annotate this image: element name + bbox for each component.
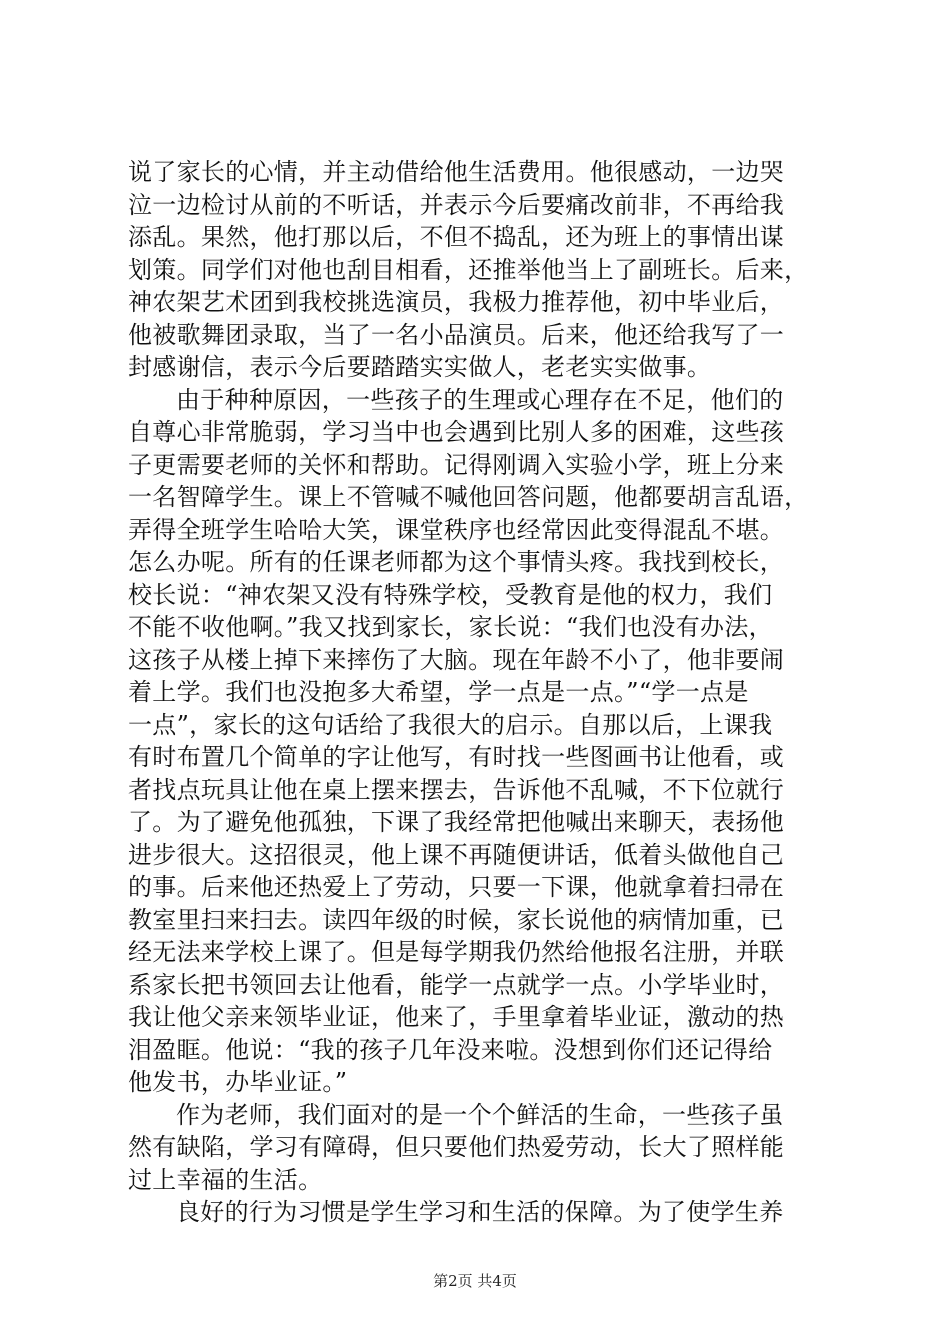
text-line: 的事。后来他还热爱上了劳动，只要一下课，他就拿着扫帚在: [128, 873, 785, 901]
text-line: 过上幸福的生活。: [128, 1165, 323, 1194]
text-line: 不能不收他啊。”我又找到家长，家长说：“我们也没有办法，: [128, 613, 773, 641]
text-line: 划策。同学们对他也刮目相看，还推举他当上了副班长。后来，: [128, 255, 809, 284]
paragraph: [128, 1099, 840, 1197]
text-line: 一点”，家长的这句话给了我很大的启示。自那以后，上课我: [128, 710, 773, 739]
text-line: 泪盈眶。他说：“我的孩子几年没来啦。没想到你们还记得给: [128, 1035, 773, 1064]
text-line: 由于种种原因，一些孩子的生理或心理存在不足，他们的: [176, 385, 784, 414]
text-line: 自尊心非常脆弱，学习当中也会遇到比别人多的困难，这些孩: [128, 418, 785, 446]
text-line: 一名智障学生。课上不管喊不喊他回答问题，他都要胡言乱语，: [128, 483, 809, 511]
text-line: 系家长把书领回去让他看，能学一点就学一点。小学毕业时，: [128, 970, 785, 999]
text-line: 着上学。我们也没抱多大希望，学一点是一点。”“学一点是: [128, 678, 749, 706]
text-line: 有时布置几个简单的字让他写，有时找一些图画书让他看，或: [128, 743, 785, 771]
text-line: 教室里扫来扫去。读四年级的时候，家长说他的病情加重，已: [128, 905, 785, 934]
text-line: 进步很大。这招很灵，他上课不再随便讲话，低着头做他自己: [128, 840, 785, 869]
paragraph: [128, 156, 840, 384]
text-line: 弄得全班学生哈哈大笑，课堂秩序也经常因此变得混乱不堪。: [128, 515, 785, 544]
text-line: 经无法来学校上课了。但是每学期我仍然给他报名注册，并联: [128, 938, 785, 966]
text-line: 这孩子从楼上掉下来摔伤了大脑。现在年龄不小了，他非要闹: [128, 645, 785, 674]
paragraph: [128, 384, 840, 1099]
text-line: 然有缺陷，学习有障碍，但只要他们热爱劳动，长大了照样能: [128, 1133, 785, 1161]
text-line: 添乱。果然，他打那以后，不但不捣乱，还为班上的事情出谋: [128, 223, 785, 251]
text-line: 校长说：“神农架又没有特殊学校，受教育是他的权力，我们: [128, 580, 773, 609]
text-line: 良好的行为习惯是学生学习和生活的保障。为了使学生养: [176, 1198, 784, 1226]
text-line: 作为老师，我们面对的是一个个鲜活的生命，一些孩子虽: [176, 1100, 784, 1129]
text-line: 神农架艺术团到我校挑选演员，我极力推荐他，初中毕业后，: [128, 288, 785, 316]
page-footer: [0, 1271, 950, 1291]
text-line: 子更需要老师的关怀和帮助。记得刚调入实验小学，班上分来: [128, 450, 785, 479]
text-line: 我让他父亲来领毕业证，他来了，手里拿着毕业证，激动的热: [128, 1003, 785, 1031]
text-line: 了。为了避免他孤独，下课了我经常把他喊出来聊天，表扬他: [128, 808, 785, 836]
page-number-label: 第2页 共4页: [433, 1272, 517, 1290]
text-line: 封感谢信，表示今后要踏踏实实做人，老老实实做事。: [128, 353, 712, 381]
text-line: 他发书，办毕业证。”: [128, 1068, 348, 1096]
text-line: 他被歌舞团录取，当了一名小品演员。后来，他还给我写了一: [128, 320, 785, 349]
paragraph: [128, 1196, 840, 1229]
text-line: 泣一边检讨从前的不听话，并表示今后要痛改前非，不再给我: [128, 190, 785, 219]
text-line: 怎么办呢。所有的任课老师都为这个事情头疼。我找到校长，: [128, 548, 785, 576]
text-line: 者找点玩具让他在桌上摆来摆去，告诉他不乱喊，不下位就行: [128, 775, 785, 804]
text-line: 说了家长的心情，并主动借给他生活费用。他很感动，一边哭: [128, 158, 785, 186]
document-body: [128, 156, 840, 1229]
